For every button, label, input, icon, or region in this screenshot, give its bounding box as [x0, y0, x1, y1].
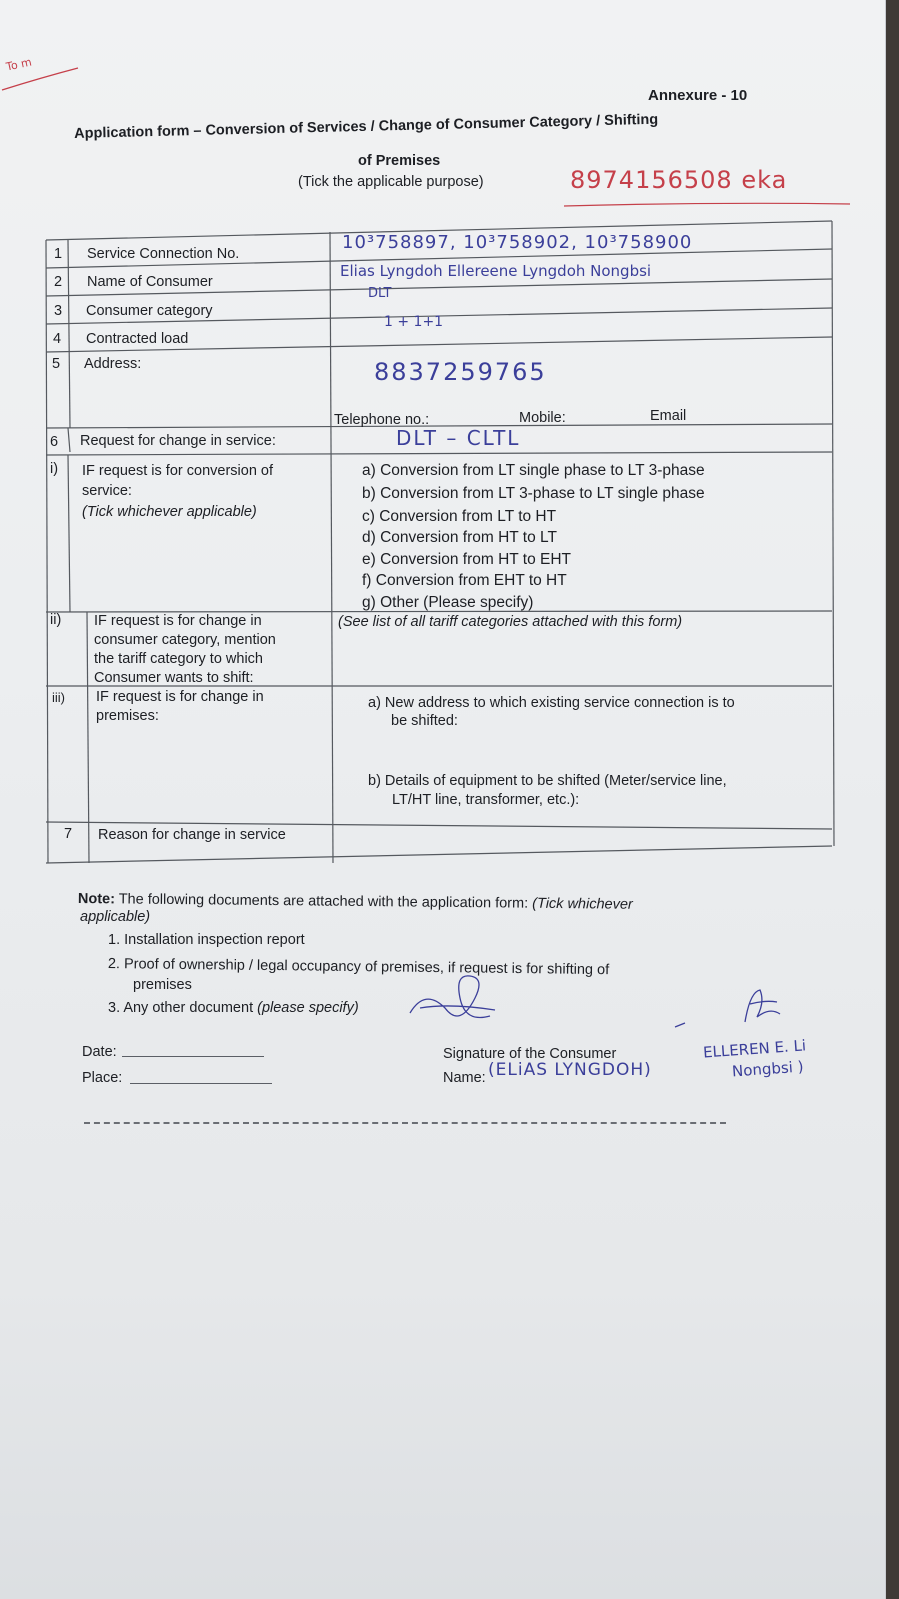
row-1-label: Service Connection No.: [87, 246, 240, 262]
date-line[interactable]: [122, 1056, 264, 1057]
signature-scribble-1: [400, 968, 510, 1038]
annexure-label: Annexure - 10: [648, 87, 748, 104]
mobile-label: Mobile:: [519, 410, 566, 426]
row-iii-label-1: IF request is for change in: [96, 689, 264, 705]
conversion-option-b[interactable]: b) Conversion from LT 3-phase to LT single phase: [362, 485, 705, 502]
form-title: Application form – Conversion of Services / Change of Consumer Category / Shifting: [74, 111, 659, 142]
row-7-label: Reason for change in service: [98, 827, 286, 843]
conversion-option-g[interactable]: g) Other (Please specify): [362, 594, 534, 611]
row-3-number: 3: [54, 303, 63, 319]
conversion-option-a[interactable]: a) Conversion from LT single phase to LT 3-phase: [362, 462, 705, 479]
row-6-number: 6: [50, 434, 59, 450]
request-change-value: DLT – CLTL: [396, 426, 521, 450]
consumer-name-value: Elias Lyngdoh Ellereene Lyngdoh Nongbsi: [340, 262, 652, 280]
row-7-number: 7: [64, 826, 73, 842]
background-edge: [886, 0, 899, 1599]
row-4-label: Contracted load: [86, 331, 189, 347]
second-name-handwritten-1: ELLEREN E. Li: [702, 1036, 807, 1062]
row-1-number: 1: [54, 246, 63, 262]
row-i-label-3: (Tick whichever applicable): [82, 504, 257, 520]
note-tick-text: (Tick whichever: [532, 895, 633, 913]
row-5-number: 5: [52, 356, 61, 372]
row-5-label: Address:: [84, 356, 142, 372]
second-name-handwritten-2: Nongbsi ): [731, 1057, 805, 1081]
cut-line: [84, 1122, 726, 1124]
note-text: The following documents are attached with the application form:: [114, 891, 533, 912]
service-connection-value: 10³758897, 10³758902, 10³758900: [342, 232, 693, 253]
form-title-line2: of Premises: [358, 153, 441, 169]
signature-tick: [670, 1015, 700, 1035]
document-item-3: [108, 999, 359, 1018]
place-line[interactable]: [130, 1083, 272, 1084]
note-line-2: applicable): [80, 909, 151, 925]
equipment-details-line-2: LT/HT line, transformer, etc.):: [392, 792, 580, 808]
mobile-number-value: 8837259765: [374, 358, 547, 386]
row-ii-label-3: the tariff category to which: [94, 651, 263, 667]
row-2-number: 2: [54, 274, 63, 290]
new-address-line-2: be shifted:: [391, 713, 458, 729]
consumer-name-handwritten: (ELiAS LYNGDOH): [488, 1060, 652, 1080]
date-label: Date:: [82, 1044, 117, 1060]
contracted-load-value: 1 + 1+1: [384, 314, 444, 330]
row-i-label-2: service:: [82, 483, 132, 499]
conversion-option-d[interactable]: d) Conversion from HT to LT: [362, 529, 557, 546]
document-item-1: 1. Installation inspection report: [108, 932, 305, 948]
handwritten-phone-top: 8974156508 eka: [570, 166, 788, 194]
consumer-category-value: DLT: [368, 286, 392, 301]
name-label: Name:: [443, 1070, 486, 1086]
row-2-label: Name of Consumer: [87, 274, 213, 290]
row-ii-label-2: consumer category, mention: [94, 632, 276, 648]
tariff-category-note: (See list of all tariff categories attached with this form): [338, 614, 683, 630]
equipment-details-line-1: b) Details of equipment to be shifted (Meter/service line,: [368, 773, 727, 789]
telephone-label: Telephone no.:: [334, 412, 430, 428]
row-i-label-1: IF request is for conversion of: [82, 463, 273, 479]
form-subtitle: (Tick the applicable purpose): [298, 174, 484, 190]
signature-scribble-2: [735, 982, 795, 1032]
document-item-2: 2. Proof of ownership / legal occupancy of premises, if request is for shifting of: [107, 955, 610, 979]
row-3-label: Consumer category: [86, 303, 213, 319]
signature-label: Signature of the Consumer: [443, 1046, 617, 1062]
row-iii-number: iii): [52, 690, 65, 705]
corner-note: To m: [4, 55, 33, 74]
row-i-number: i): [50, 461, 59, 477]
row-6-label: Request for change in service:: [80, 433, 276, 449]
conversion-option-c[interactable]: c) Conversion from LT to HT: [362, 508, 557, 525]
place-label: Place:: [82, 1070, 123, 1086]
row-ii-label-4: Consumer wants to shift:: [94, 670, 254, 686]
row-ii-label-1: IF request is for change in: [94, 613, 262, 629]
new-address-line-1: a) New address to which existing service connection is to: [368, 695, 735, 711]
document-item-3-text: 3. Any other document: [108, 1000, 258, 1016]
row-4-number: 4: [53, 331, 62, 347]
note-bold-label: Note:: [77, 890, 116, 908]
row-ii-number: ii): [50, 612, 62, 628]
conversion-option-e[interactable]: e) Conversion from HT to EHT: [362, 551, 572, 568]
row-iii-label-2: premises:: [96, 708, 159, 724]
document-item-3-specify: (please specify): [257, 1000, 359, 1016]
email-label: Email: [650, 408, 687, 424]
conversion-option-f[interactable]: f) Conversion from EHT to HT: [362, 572, 567, 589]
document-item-2-cont: premises: [133, 977, 192, 993]
